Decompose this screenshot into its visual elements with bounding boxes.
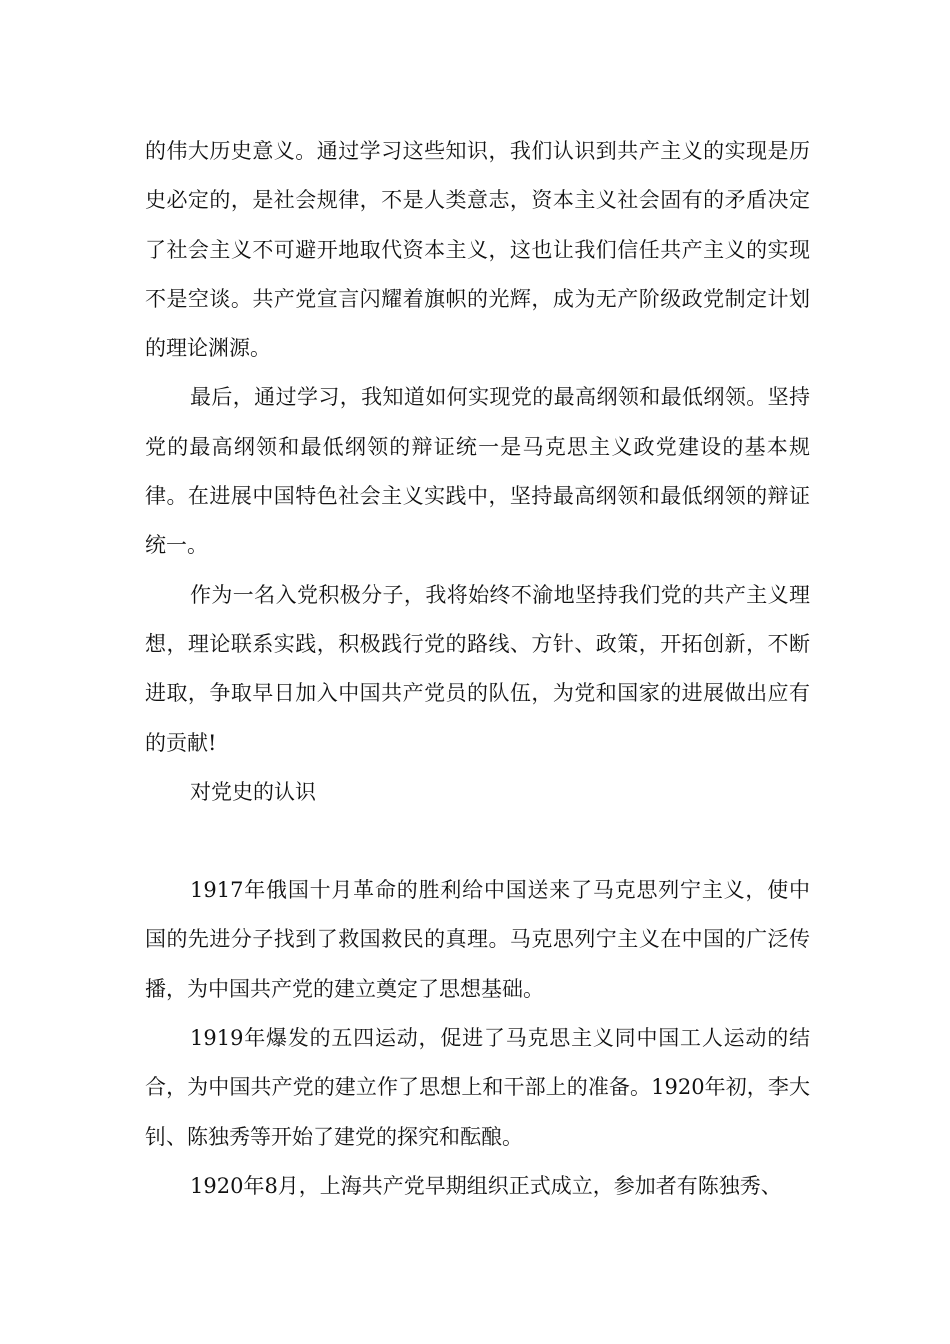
section-heading: 对党史的认识	[190, 779, 316, 804]
document-body	[145, 127, 810, 1211]
paragraph-continuation: 的伟大历史意义。通过学习这些知识，我们认识到共产主义的实现是历史必定的，是社会规律，不是人类意志，资本主义社会固有的矛盾决定了社会主义不可避开地取代资本主义，这也让我们信任共产主义的实现不是空谈。共产党宣言闪耀着旗帜的光辉，成为无产阶级政党制定计划的理论渊源。	[145, 139, 810, 361]
paragraph-program: 最后，通过学习，我知道如何实现党的最高纲领和最低纲领。坚持党的最高纲领和最低纲领的辩证统一是马克思主义政党建设的基本规律。在进展中国特色社会主义实践中，坚持最高纲领和最低纲领的辩证统一。	[145, 385, 810, 558]
paragraph-commitment: 作为一名入党积极分子，我将始终不渝地坚持我们党的共产主义理想，理论联系实践，积极践行党的路线、方针、政策，开拓创新，不断进取，争取早日加入中国共产党员的队伍，为党和国家的进展做出应有的贡献!	[145, 582, 810, 755]
blank-line	[145, 817, 810, 866]
paragraph-1919: 1919年爆发的五四运动，促进了马克思主义同中国工人运动的结合，为中国共产党的建立作了思想上和干部上的准备。1920年初，李大钊、陈独秀等开始了建党的探究和酝酿。	[145, 1026, 810, 1149]
paragraph-1917: 1917年俄国十月革命的胜利给中国送来了马克思列宁主义，使中国的先进分子找到了救国救民的真理。马克思列宁主义在中国的广泛传播，为中国共产党的建立奠定了思想基础。	[145, 878, 810, 1001]
paragraph-1920: 1920年8月，上海共产党早期组织正式成立，参加者有陈独秀、	[190, 1173, 782, 1198]
